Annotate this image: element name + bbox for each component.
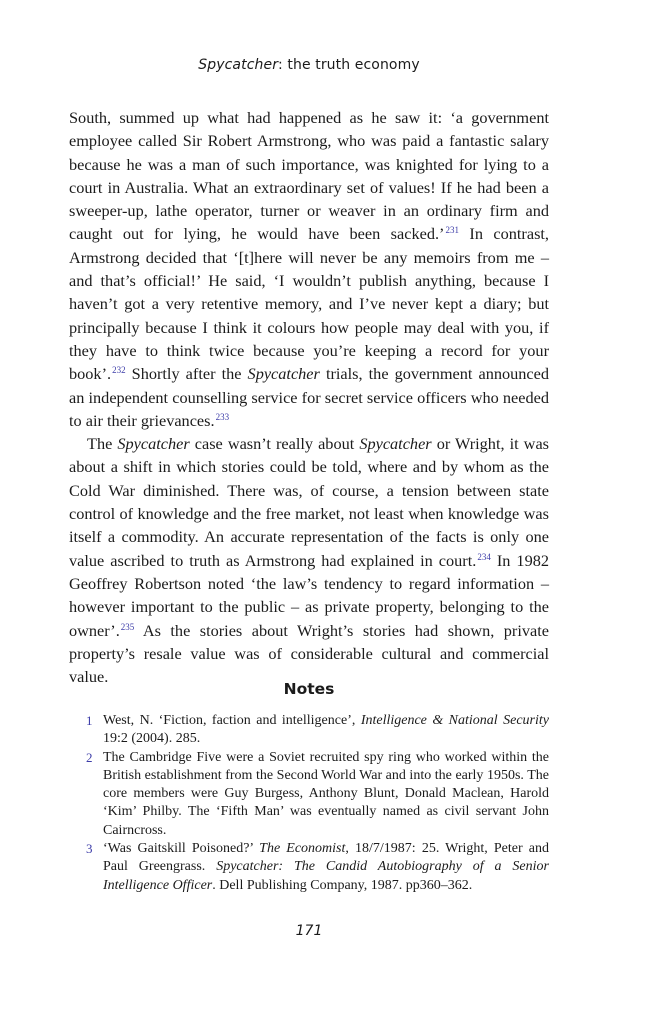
note-number[interactable]: 2 [86, 749, 93, 765]
p2-part-a: The [87, 434, 118, 454]
p1-sentence-3b: trials, the government announced an independent counselling service for secret service officers who needed to air their grievances. [69, 364, 549, 430]
note-1-journal-title: Intelligence & National Security [360, 713, 549, 728]
p1-sentence-3a: Shortly after the [125, 364, 248, 384]
footnote-ref-235[interactable]: 235 [120, 621, 135, 632]
footnote-ref-233[interactable]: 233 [215, 411, 230, 422]
p2-part-c: or Wright, it was about a shift in which stories could be told, where and by whom as the Cold War diminished. There was, of course, a tension between state control of knowledge and the free market, not least when knowledge was itself a commodity. An accurate representation of the facts is only one value ascribed to truth as Armstrong had explained in court. [69, 434, 550, 570]
note-3-periodical-title: The Economist [259, 841, 346, 857]
p2-part-e: As the stories about Wright’s stories had shown, private property’s resale value was of considerable cultural and commercial value. [69, 620, 549, 687]
paragraph-2 [69, 432, 549, 688]
paragraph-1 [69, 106, 549, 432]
p2-part-d: In 1982 Geoffrey Robertson noted ‘the law’s tendency to regard information – however important to the public – as private property, belonging to the owner’. [69, 550, 549, 640]
p1-italic-spycatcher: Spycatcher [247, 364, 320, 384]
note-3-text-c: . Dell Publishing Company, 1987. pp360–362. [212, 877, 473, 893]
p1-sentence-2: In contrast, Armstrong decided that ‘[t]here will never be any memoirs from me – and that’s official!’ He said, ‘I wouldn’t publish anything, because I haven’t got a very retentive memory, and I’ve never kept a diary; but principally because I think it colours how people may deal with you, if they have to think twice because you’re keeping a record for your book’. [69, 224, 549, 384]
note-1-text-b: 19:2 (2004). 285. [103, 731, 201, 747]
note-3-text-b: , 18/7/1987: 25. Wright, Peter and Paul Greengrass. [103, 841, 549, 875]
footnote-ref-234[interactable]: 234 [477, 551, 491, 562]
note-1-text-a: West, N. ‘Fiction, faction and intelligence’, [103, 713, 361, 728]
p2-italic-spycatcher-1: Spycatcher [117, 434, 190, 454]
footnote-ref-232[interactable]: 232 [112, 365, 126, 376]
note-2 [86, 749, 549, 840]
body-text [69, 106, 549, 688]
p2-italic-spycatcher-2: Spycatcher [359, 434, 432, 454]
page-number: 171 [295, 923, 323, 939]
note-1 [86, 712, 549, 749]
p1-sentence-1: South, summed up what had happened as he saw it: ‘a government employee called Sir Robert Armstrong, who was paid a fantastic salary because he was a man of such importance, was knighted for lying to a court in Australia. What an extraordinary set of values! If he had been a sweeper-up, lathe operator, turner or weaver in an ordinary firm and caught out for lying, he would have been sacked.’ [69, 108, 549, 244]
running-head [0, 57, 618, 73]
p2-part-b: case wasn’t really about [189, 434, 360, 454]
note-3-text-a: ‘Was Gaitskill Poisoned?’ [103, 841, 260, 857]
running-head-title-rest: : the truth economy [278, 57, 420, 73]
note-number[interactable]: 3 [86, 841, 93, 857]
notes-list [86, 712, 549, 895]
note-number[interactable]: 1 [86, 713, 93, 728]
running-head-title-italic: Spycatcher [198, 57, 279, 73]
notes-heading: Notes [283, 680, 335, 698]
note-3-book-title: Spycatcher: The Candid Autobiography of a Senior Intelligence Officer [103, 859, 549, 893]
footnote-ref-231[interactable]: 231 [445, 225, 459, 236]
note-3 [86, 840, 549, 895]
note-2-text: The Cambridge Five were a Soviet recruited spy ring who worked within the British establishment from the Second World War and into the early 1950s. The core members were Guy Burgess, Anthony Blunt, Donald Maclean, Harold ‘Kim’ Philby. The ‘Fifth Man’ was eventually named as civil servant John Cairncross. [103, 749, 549, 838]
